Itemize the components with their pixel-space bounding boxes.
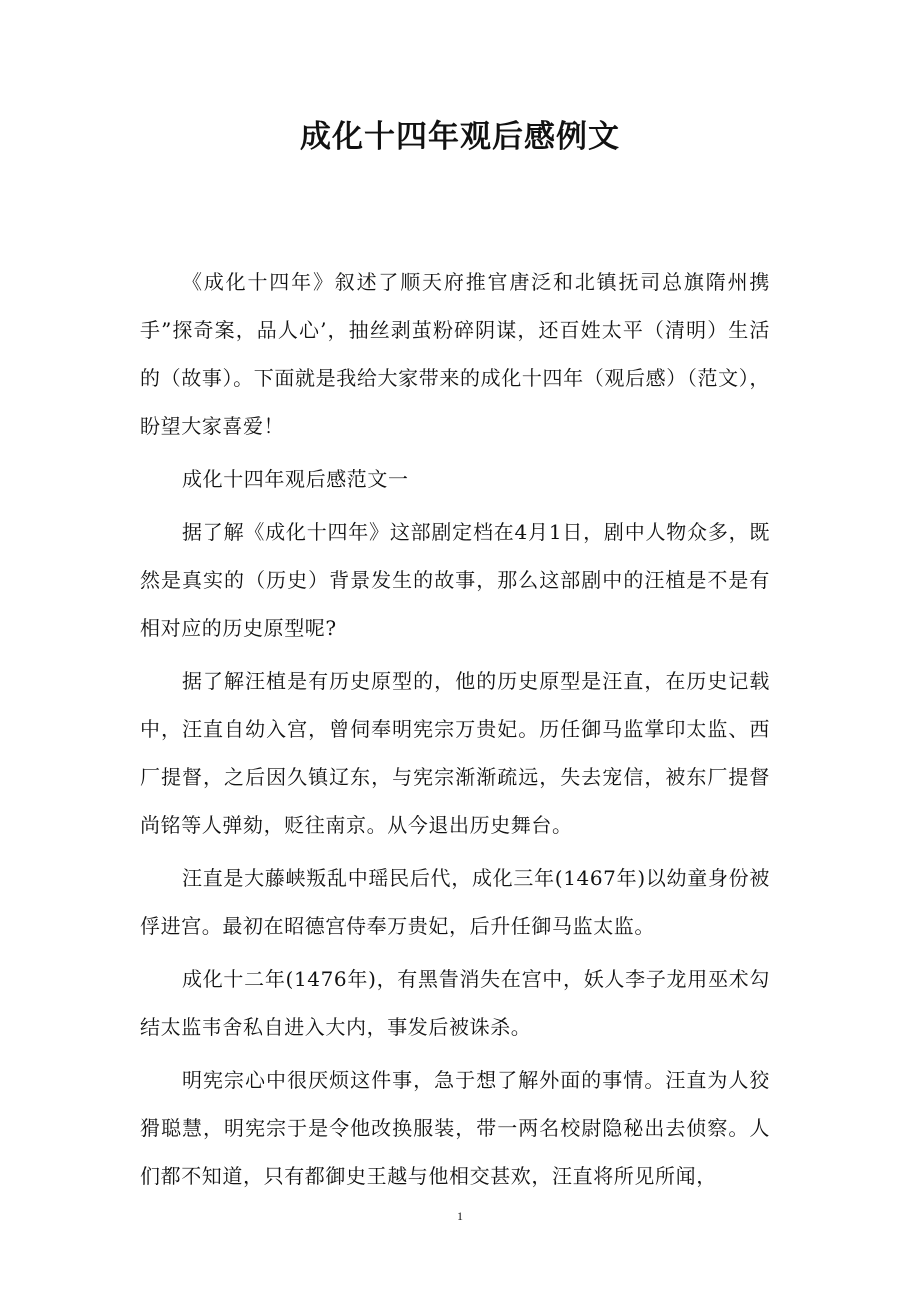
paragraph: 明宪宗心中很厌烦这件事，急于想了解外面的事情。汪直为人狡猾聪慧，明宪宗于是令他改换服装，带一两名校尉隐秘出去侦察。人们都不知道，只有都御史王越与他相交甚欢，汪直将所见所闻， <box>140 1068 770 1188</box>
page-number: 1 <box>457 1209 463 1223</box>
paragraph: 汪直是大藤峡叛乱中瑶民后代，成化三年(1467年)以幼童身份被俘进宫。最初在昭德宫侍奉万贵妃，后升任御马监太监。 <box>140 866 770 938</box>
paragraph: 据了解《成化十四年》这部剧定档在4月1日，剧中人物众多，既然是真实的（历史）背景发生的故事，那么这部剧中的汪植是不是有相对应的历史原型呢? <box>140 520 770 640</box>
section-heading: 成化十四年观后感范文一 <box>182 467 409 491</box>
paragraph-intro: 《成化十四年》叙述了顺天府推官唐泛和北镇抚司总旗隋州携手”探奇案，品人心’，抽丝剥茧粉碎阴谋，还百姓太平（清明）生活的（故事）。下面就是我给大家带来的成化十四年（观后感）（范文），盼望大家喜爱！ <box>140 270 770 438</box>
document-body <box>140 258 770 1205</box>
paragraph: 据了解汪植是有历史原型的，他的历史原型是汪直，在历史记载中，汪直自幼入宫，曾伺奉明宪宗万贵妃。历任御马监掌印太监、西厂提督，之后因久镇辽东，与宪宗渐渐疏远，失去宠信，被东厂提督尚铭等人弹劾，贬往南京。从今退出历史舞台。 <box>140 669 770 837</box>
document-title: 成化十四年观后感例文 <box>300 119 620 155</box>
paragraph: 成化十二年(1476年)，有黑眚消失在宫中，妖人李子龙用巫术勾结太监韦舍私自进入大内，事发后被诛杀。 <box>140 967 770 1039</box>
